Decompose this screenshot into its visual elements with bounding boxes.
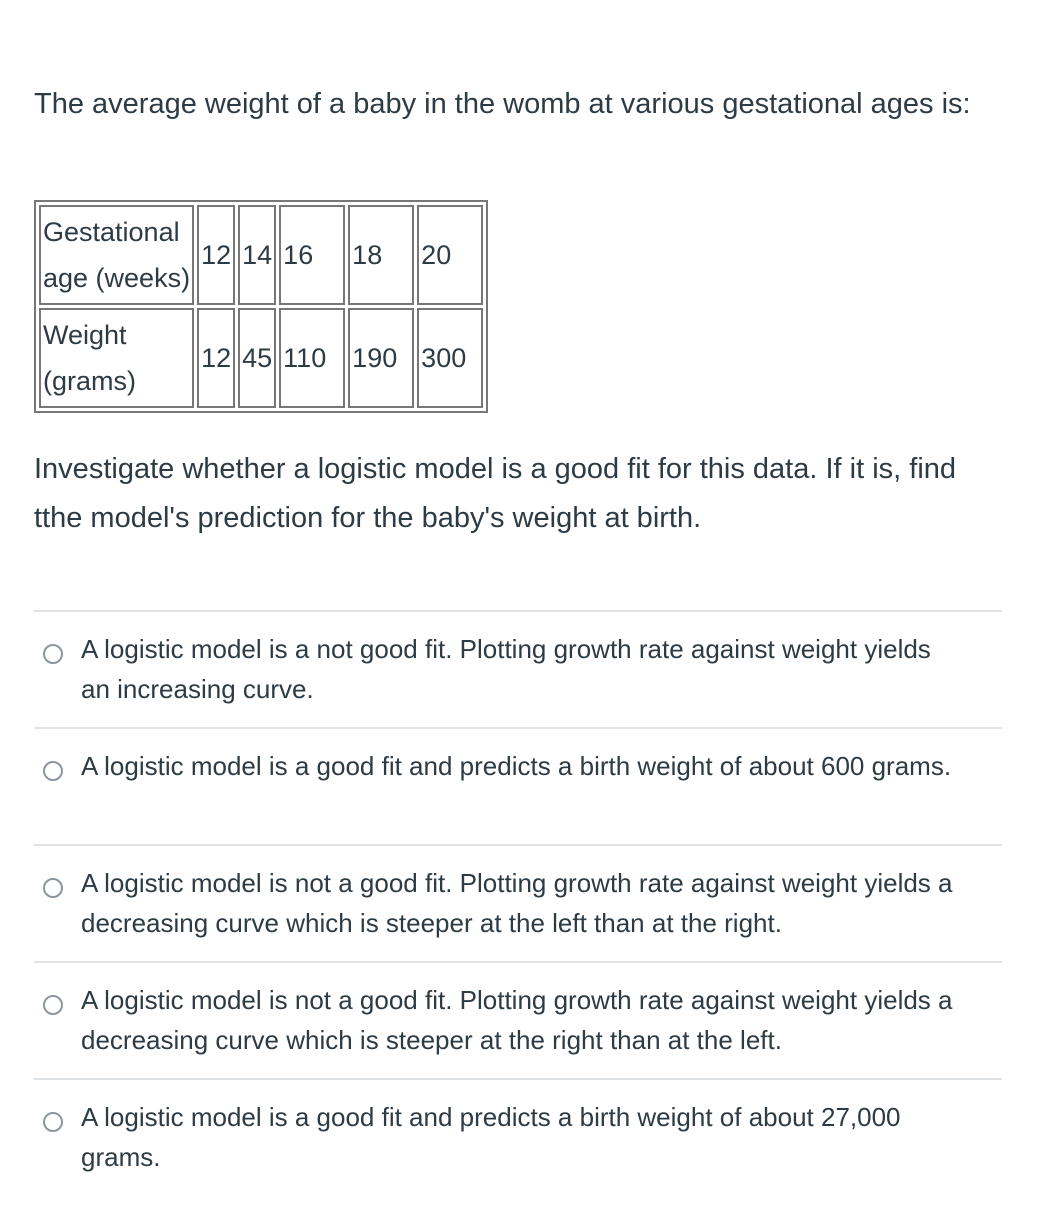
table-cell: 110 bbox=[279, 308, 345, 408]
answer-option-1[interactable] bbox=[34, 612, 1002, 729]
table-cell: 300 bbox=[417, 308, 483, 408]
answer-option-4[interactable] bbox=[34, 963, 1002, 1080]
table-cell: 45 bbox=[238, 308, 276, 408]
table-cell: 14 bbox=[238, 205, 276, 305]
row-header-weight: Weight (grams) bbox=[39, 308, 194, 408]
answer-label[interactable]: A logistic model is not a good fit. Plotting growth rate against weight yields a decreasing curve which is steeper at the right than at the left. bbox=[81, 985, 953, 1055]
data-table bbox=[34, 200, 488, 413]
table-cell: 18 bbox=[348, 205, 414, 305]
table-cell: 12 bbox=[197, 205, 235, 305]
radio-button[interactable] bbox=[43, 761, 63, 781]
radio-button[interactable] bbox=[43, 644, 63, 664]
answer-option-2[interactable] bbox=[34, 729, 1002, 846]
answer-label[interactable]: A logistic model is a not good fit. Plotting growth rate against weight yields an increasing curve. bbox=[81, 634, 931, 704]
radio-button[interactable] bbox=[43, 878, 63, 898]
intro-text: The average weight of a baby in the womb at various gestational ages is: bbox=[34, 88, 971, 120]
answer-label[interactable]: A logistic model is a good fit and predicts a birth weight of about 27,000 grams. bbox=[81, 1102, 901, 1172]
table-cell: 12 bbox=[197, 308, 235, 408]
radio-button[interactable] bbox=[43, 995, 63, 1015]
table-cell: 20 bbox=[417, 205, 483, 305]
answer-label[interactable]: A logistic model is a good fit and predicts a birth weight of about 600 grams. bbox=[81, 751, 952, 781]
table-row bbox=[39, 308, 483, 408]
answer-label[interactable]: A logistic model is not a good fit. Plotting growth rate against weight yields a decreasing curve which is steeper at the left than at the right. bbox=[81, 868, 953, 938]
table-cell: 16 bbox=[279, 205, 345, 305]
answer-option-3[interactable] bbox=[34, 846, 1002, 963]
table-cell: 190 bbox=[348, 308, 414, 408]
question-text: Investigate whether a logistic model is a good fit for this data. If it is, find tthe model's prediction for the baby's weight at birth. bbox=[34, 453, 957, 534]
radio-button[interactable] bbox=[43, 1112, 63, 1132]
answer-list bbox=[34, 610, 1002, 1195]
table-row bbox=[39, 205, 483, 305]
row-header-age: Gestational age (weeks) bbox=[39, 205, 194, 305]
answer-option-5[interactable] bbox=[34, 1080, 1002, 1195]
